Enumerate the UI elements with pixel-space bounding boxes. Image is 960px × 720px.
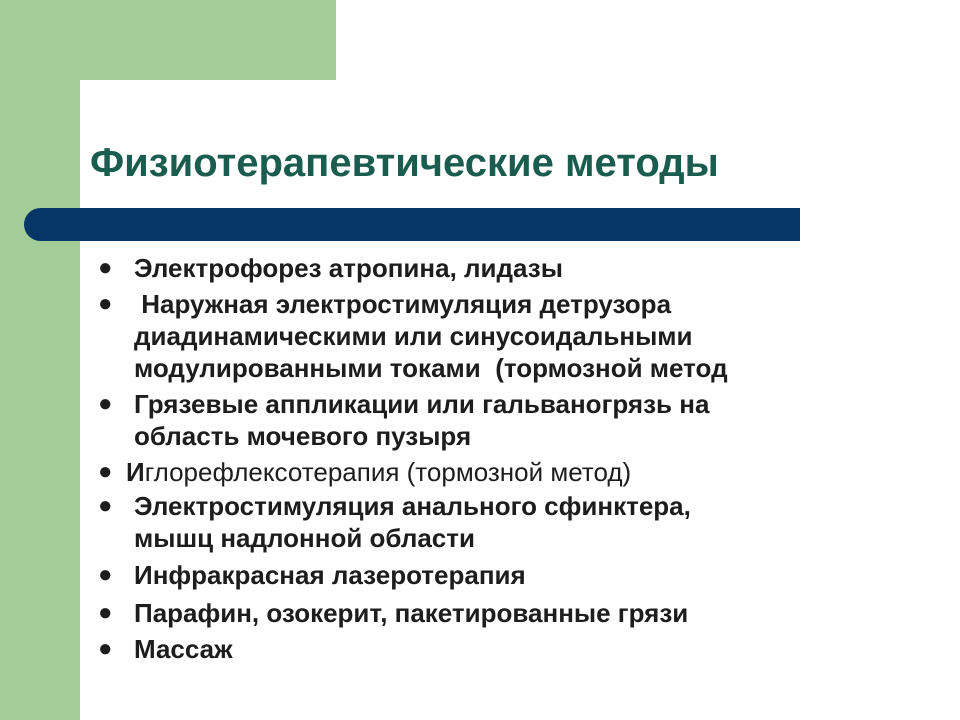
list-item-text: Парафин, озокерит, пакетированные грязи xyxy=(134,598,689,628)
decor-green-left xyxy=(0,0,80,720)
bullet-icon: ● xyxy=(98,290,113,317)
title-underline-bar xyxy=(24,208,800,241)
slide-title: Физиотерапевтические методы xyxy=(90,141,719,185)
list-item-text: Инфракрасная лазеротерапия xyxy=(134,560,526,590)
bullet-icon: ● xyxy=(98,390,113,417)
bullet-icon: ● xyxy=(98,492,113,519)
bullet-icon: ● xyxy=(98,254,113,281)
list-item-text: Электрофорез атропина, лидазы xyxy=(134,253,563,283)
list-item-text: Грязевые аппликации или гальваногрязь на область мочевого пузыря xyxy=(134,389,710,451)
list-item-text: Наружная электростимуляция детрузора диадинамическими или синусоидальными модулированными токами (тормозной метод xyxy=(134,289,728,383)
list-item-text: Иглорефлексотерапия (тормозной метод) xyxy=(126,457,632,487)
bullet-icon: ● xyxy=(98,561,113,588)
bullet-icon: ● xyxy=(98,599,113,626)
list-item-text: Массаж xyxy=(134,634,233,664)
bullet-icon: ● xyxy=(98,458,113,485)
list-item-text: Электростимуляция анального сфинктера, мышц надлонной области xyxy=(134,491,691,553)
bullet-icon: ● xyxy=(98,635,113,662)
